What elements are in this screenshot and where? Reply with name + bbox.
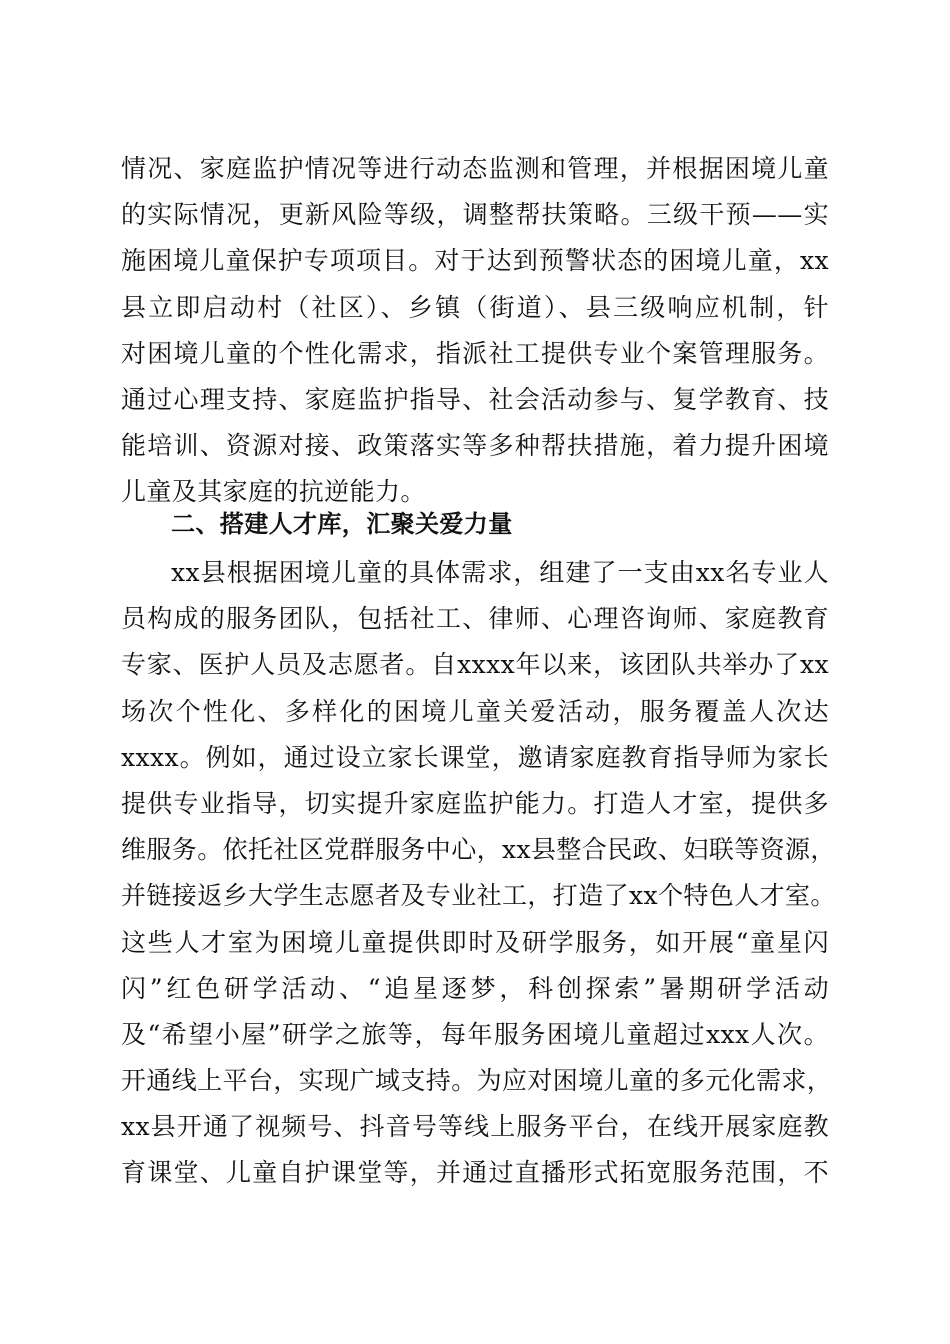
paragraph-line: 通过心理支持、家庭监护指导、社会活动参与、复学教育、技 xyxy=(121,384,829,414)
paragraph-line: 闪”红色研学活动、“追星逐梦，科创探索”暑期研学活动 xyxy=(121,973,829,1003)
paragraph-line: 能培训、资源对接、政策落实等多种帮扶措施，着力提升困境 xyxy=(121,431,829,461)
paragraph-line: 县立即启动村（社区）、乡镇（街道）、县三级响应机制，针 xyxy=(121,292,829,322)
paragraph-talent-pool xyxy=(121,550,836,1197)
paragraph-line: 施困境儿童保护专项项目。对于达到预警状态的困境儿童，xx xyxy=(121,246,829,276)
paragraph-line: 对困境儿童的个性化需求，指派社工提供专业个案管理服务。 xyxy=(121,338,829,368)
paragraph-line: 情况、家庭监护情况等进行动态监测和管理，并根据困境儿童 xyxy=(121,154,829,183)
paragraph-intervention xyxy=(121,146,829,516)
paragraph-line: 育课堂、儿童自护课堂等，并通过直播形式拓宽服务范围，不 xyxy=(121,1158,829,1188)
paragraph-line: 提供专业指导，切实提升家庭监护能力。打造人才室，提供多 xyxy=(121,788,829,818)
paragraph-line: 场次个性化、多样化的困境儿童关爱活动，服务覆盖人次达 xyxy=(121,696,829,726)
paragraph-line: 的实际情况，更新风险等级，调整帮扶策略。三级干预——实 xyxy=(121,200,829,230)
paragraph-line: xx县开通了视频号、抖音号等线上服务平台，在线开展家庭教 xyxy=(121,1112,829,1142)
paragraph-line: 维服务。依托社区党群服务中心，xx县整合民政、妇联等资源， xyxy=(121,835,836,865)
paragraph-line: 并链接返乡大学生志愿者及专业社工，打造了xx个特色人才室。 xyxy=(121,881,836,911)
section-heading: 二、搭建人才库，汇聚关爱力量 xyxy=(171,510,513,538)
paragraph-line: xx县根据困境儿童的具体需求，组建了一支由xx名专业人 xyxy=(171,558,829,587)
paragraph-line: 及“希望小屋”研学之旅等，每年服务困境儿童超过xxx人次。 xyxy=(121,1019,829,1049)
paragraph-line: 专家、医护人员及志愿者。自xxxx年以来，该团队共举办了xx xyxy=(121,650,829,680)
paragraph-line: 员构成的服务团队，包括社工、律师、心理咨询师、家庭教育 xyxy=(121,604,829,634)
paragraph-line: 这些人才室为困境儿童提供即时及研学服务，如开展“童星闪 xyxy=(121,927,829,957)
paragraph-line: 儿童及其家庭的抗逆能力。 xyxy=(121,477,426,507)
paragraph-line: 开通线上平台，实现广域支持。为应对困境儿童的多元化需求， xyxy=(121,1066,833,1096)
paragraph-line: xxxx。例如，通过设立家长课堂，邀请家庭教育指导师为家长 xyxy=(121,742,829,772)
